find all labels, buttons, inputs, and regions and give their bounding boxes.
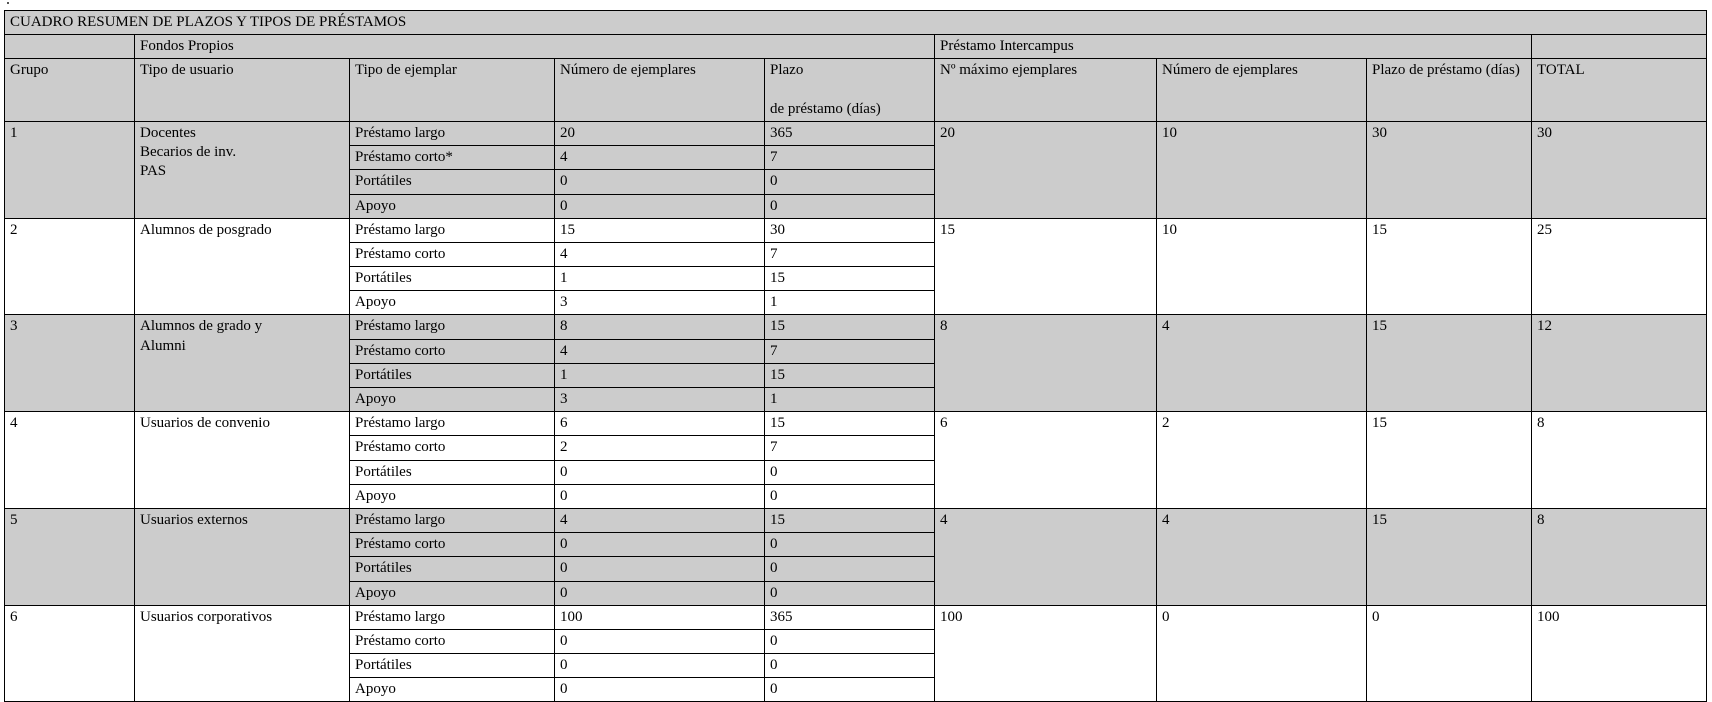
cell-num-ejemplares: 0	[555, 484, 765, 508]
cell-num-ejemplares: 4	[555, 339, 765, 363]
cell-plazo-inter: 30	[1367, 121, 1532, 218]
cell-plazo: 15	[765, 508, 935, 532]
cell-tipo-ejemplar: Portátiles	[350, 557, 555, 581]
cell-grupo: 1	[5, 121, 135, 218]
cell-plazo: 7	[765, 146, 935, 170]
cell-num-ejemplares: 8	[555, 315, 765, 339]
cell-num-ejemplares: 0	[555, 654, 765, 678]
cell-tipo-ejemplar: Préstamo corto	[350, 533, 555, 557]
cell-plazo: 0	[765, 194, 935, 218]
cell-plazo: 0	[765, 460, 935, 484]
cell-tipo-usuario: Usuarios corporativos	[135, 605, 350, 702]
cell-tipo-ejemplar: Préstamo largo	[350, 508, 555, 532]
group-header-intercampus: Préstamo Intercampus	[935, 35, 1532, 59]
column-header-total: TOTAL	[1532, 59, 1707, 122]
cell-num-ejemplares-inter: 4	[1157, 315, 1367, 412]
cell-grupo: 4	[5, 412, 135, 509]
cell-plazo: 0	[765, 533, 935, 557]
cell-tipo-usuario: Usuarios de convenio	[135, 412, 350, 509]
cell-tipo-usuario: Usuarios externos	[135, 508, 350, 605]
cell-tipo-ejemplar: Préstamo largo	[350, 218, 555, 242]
cell-plazo: 0	[765, 678, 935, 702]
cell-grupo: 2	[5, 218, 135, 315]
cell-tipo-ejemplar: Apoyo	[350, 678, 555, 702]
cell-plazo-inter: 15	[1367, 412, 1532, 509]
cell-num-ejemplares: 15	[555, 218, 765, 242]
stray-mark	[7, 2, 9, 4]
loan-summary-table	[4, 10, 1707, 702]
cell-plazo: 7	[765, 242, 935, 266]
table-row	[5, 315, 1707, 339]
cell-max-ejemplares: 4	[935, 508, 1157, 605]
cell-tipo-ejemplar: Apoyo	[350, 291, 555, 315]
cell-num-ejemplares-inter: 4	[1157, 508, 1367, 605]
cell-tipo-ejemplar: Apoyo	[350, 388, 555, 412]
cell-plazo: 7	[765, 436, 935, 460]
cell-tipo-usuario: Alumnos de posgrado	[135, 218, 350, 315]
cell-tipo-ejemplar: Préstamo corto	[350, 339, 555, 363]
cell-num-ejemplares: 0	[555, 170, 765, 194]
column-header-row	[5, 59, 1707, 122]
cell-tipo-ejemplar: Portátiles	[350, 170, 555, 194]
cell-num-ejemplares-inter: 0	[1157, 605, 1367, 702]
cell-plazo: 365	[765, 121, 935, 145]
cell-max-ejemplares: 6	[935, 412, 1157, 509]
cell-num-ejemplares: 3	[555, 388, 765, 412]
cell-num-ejemplares: 4	[555, 242, 765, 266]
cell-max-ejemplares: 8	[935, 315, 1157, 412]
cell-num-ejemplares: 4	[555, 146, 765, 170]
cell-plazo: 0	[765, 170, 935, 194]
cell-max-ejemplares: 15	[935, 218, 1157, 315]
column-header-tipo-usuario: Tipo de usuario	[135, 59, 350, 122]
cell-total: 30	[1532, 121, 1707, 218]
cell-tipo-ejemplar: Apoyo	[350, 581, 555, 605]
cell-tipo-ejemplar: Portátiles	[350, 267, 555, 291]
cell-plazo: 0	[765, 654, 935, 678]
cell-num-ejemplares: 3	[555, 291, 765, 315]
cell-tipo-ejemplar: Préstamo corto	[350, 436, 555, 460]
cell-tipo-ejemplar: Préstamo corto*	[350, 146, 555, 170]
cell-tipo-ejemplar: Portátiles	[350, 654, 555, 678]
cell-num-ejemplares: 0	[555, 678, 765, 702]
table-row	[5, 508, 1707, 532]
cell-num-ejemplares: 0	[555, 460, 765, 484]
cell-plazo: 365	[765, 605, 935, 629]
cell-num-ejemplares-inter: 10	[1157, 218, 1367, 315]
cell-num-ejemplares-inter: 2	[1157, 412, 1367, 509]
table-row	[5, 218, 1707, 242]
cell-num-ejemplares: 2	[555, 436, 765, 460]
cell-tipo-usuario: Alumnos de grado y Alumni	[135, 315, 350, 412]
cell-plazo: 7	[765, 339, 935, 363]
cell-num-ejemplares-inter: 10	[1157, 121, 1367, 218]
cell-tipo-ejemplar: Préstamo largo	[350, 605, 555, 629]
cell-tipo-ejemplar: Apoyo	[350, 484, 555, 508]
cell-total: 8	[1532, 508, 1707, 605]
cell-num-ejemplares: 100	[555, 605, 765, 629]
cell-num-ejemplares: 1	[555, 363, 765, 387]
group-header-fondos-propios: Fondos Propios	[135, 35, 935, 59]
cell-plazo: 15	[765, 412, 935, 436]
cell-plazo: 1	[765, 388, 935, 412]
group-header-blank-right	[1532, 35, 1707, 59]
column-header-tipo-ejemplar: Tipo de ejemplar	[350, 59, 555, 122]
cell-plazo-inter: 15	[1367, 508, 1532, 605]
group-header-blank-left	[5, 35, 135, 59]
cell-plazo-inter: 15	[1367, 218, 1532, 315]
cell-num-ejemplares: 0	[555, 629, 765, 653]
cell-num-ejemplares: 0	[555, 533, 765, 557]
cell-plazo: 15	[765, 363, 935, 387]
cell-num-ejemplares: 20	[555, 121, 765, 145]
table-row	[5, 605, 1707, 629]
cell-tipo-ejemplar: Préstamo largo	[350, 315, 555, 339]
cell-num-ejemplares: 0	[555, 581, 765, 605]
column-header-plazo-propios: Plazo de préstamo (días)	[765, 59, 935, 122]
cell-plazo-inter: 15	[1367, 315, 1532, 412]
column-header-grupo: Grupo	[5, 59, 135, 122]
cell-total: 8	[1532, 412, 1707, 509]
cell-max-ejemplares: 20	[935, 121, 1157, 218]
cell-plazo: 30	[765, 218, 935, 242]
cell-tipo-usuario: Docentes Becarios de inv. PAS	[135, 121, 350, 218]
cell-plazo: 1	[765, 291, 935, 315]
cell-grupo: 3	[5, 315, 135, 412]
cell-plazo: 0	[765, 581, 935, 605]
cell-plazo: 15	[765, 267, 935, 291]
cell-total: 100	[1532, 605, 1707, 702]
cell-plazo: 0	[765, 484, 935, 508]
group-header-row	[5, 35, 1707, 59]
cell-plazo-inter: 0	[1367, 605, 1532, 702]
table-row	[5, 121, 1707, 145]
cell-max-ejemplares: 100	[935, 605, 1157, 702]
cell-tipo-ejemplar: Apoyo	[350, 194, 555, 218]
table-title-row	[5, 11, 1707, 35]
cell-tipo-ejemplar: Portátiles	[350, 460, 555, 484]
cell-tipo-ejemplar: Préstamo corto	[350, 629, 555, 653]
cell-num-ejemplares: 0	[555, 194, 765, 218]
cell-plazo: 15	[765, 315, 935, 339]
cell-tipo-ejemplar: Portátiles	[350, 363, 555, 387]
cell-plazo: 0	[765, 557, 935, 581]
cell-tipo-ejemplar: Préstamo largo	[350, 121, 555, 145]
cell-total: 12	[1532, 315, 1707, 412]
table-title: CUADRO RESUMEN DE PLAZOS Y TIPOS DE PRÉSTAMOS	[5, 11, 1707, 35]
cell-num-ejemplares: 1	[555, 267, 765, 291]
cell-grupo: 5	[5, 508, 135, 605]
cell-num-ejemplares: 6	[555, 412, 765, 436]
column-header-max-ejemplares: Nº máximo ejemplares	[935, 59, 1157, 122]
cell-num-ejemplares: 4	[555, 508, 765, 532]
cell-tipo-ejemplar: Préstamo largo	[350, 412, 555, 436]
cell-plazo: 0	[765, 629, 935, 653]
column-header-plazo-inter: Plazo de préstamo (días)	[1367, 59, 1532, 122]
cell-total: 25	[1532, 218, 1707, 315]
column-header-num-ejemplares-propios: Número de ejemplares	[555, 59, 765, 122]
cell-num-ejemplares: 0	[555, 557, 765, 581]
cell-grupo: 6	[5, 605, 135, 702]
cell-tipo-ejemplar: Préstamo corto	[350, 242, 555, 266]
column-header-num-ejemplares-inter: Número de ejemplares	[1157, 59, 1367, 122]
table-row	[5, 412, 1707, 436]
